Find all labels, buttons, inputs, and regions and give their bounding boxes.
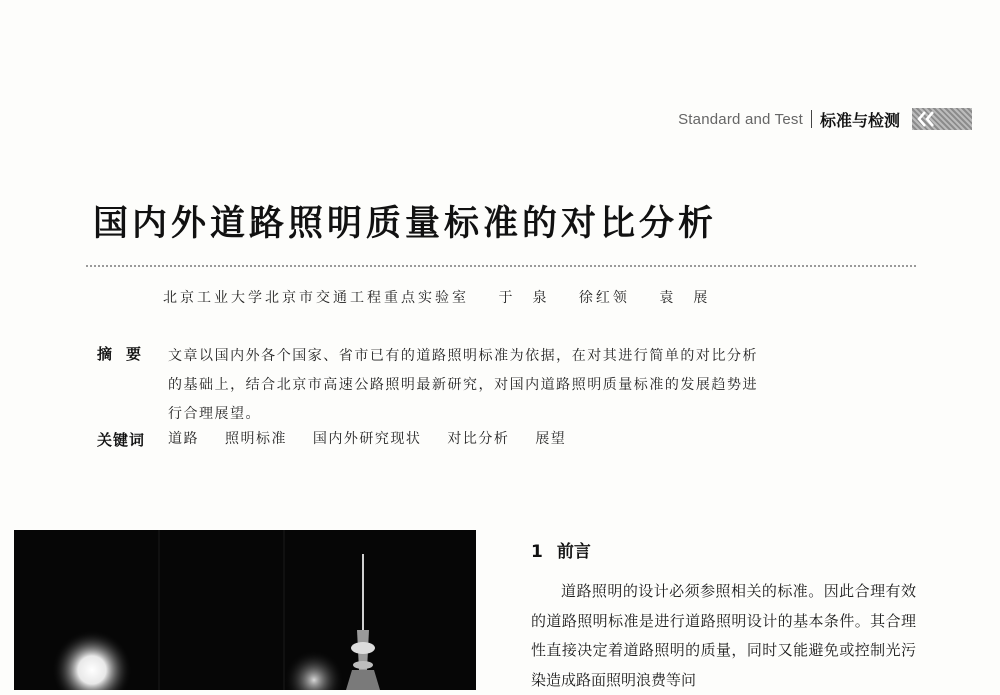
chevron-left-icon — [912, 108, 972, 130]
section-body-text: 道路照明的设计必须参照相关的标准。因此合理有效的道路照明标准是进行道路照明设计的基本条件。其合理性直接决定着道路照明的质量，同时又能避免或控制光污染造成路面照明浪费等问 — [531, 582, 916, 689]
keyword: 展望 — [535, 431, 567, 447]
byline — [163, 287, 710, 307]
keyword: 道路 — [168, 431, 199, 447]
header-divider — [811, 110, 812, 128]
title-divider — [86, 265, 916, 268]
section-name-english: Standard and Test — [678, 110, 803, 128]
keyword-list — [168, 428, 586, 448]
abstract-label: 摘要 — [97, 345, 156, 363]
author-list — [476, 290, 710, 306]
keyword: 国内外研究现状 — [312, 431, 422, 447]
section-name-chinese: 标准与检测 — [819, 110, 900, 130]
section-number: 1 — [531, 542, 543, 562]
article-title: 国内外道路照明质量标准的对比分析 — [93, 204, 718, 244]
author: 徐红领 — [578, 290, 630, 306]
journal-section-header — [678, 104, 972, 134]
keyword: 对比分析 — [447, 431, 510, 447]
night-tower-photo — [14, 530, 476, 690]
keyword: 照明标准 — [224, 431, 287, 447]
author: 袁 展 — [659, 290, 711, 306]
abstract-text: 文章以国内外各个国家、省市已有的道路照明标准为依据，在对其进行简单的对比分析的基础上，结合北京市高速公路照明最新研究，对国内道路照明质量标准的发展趋势进行合理展望。 — [168, 348, 758, 422]
author: 于 泉 — [498, 290, 550, 306]
keywords-label: 关键词 — [97, 431, 146, 449]
affiliation: 北京工业大学北京市交通工程重点实验室 — [163, 290, 469, 306]
section-title: 前言 — [556, 542, 591, 562]
section-heading — [531, 537, 591, 562]
